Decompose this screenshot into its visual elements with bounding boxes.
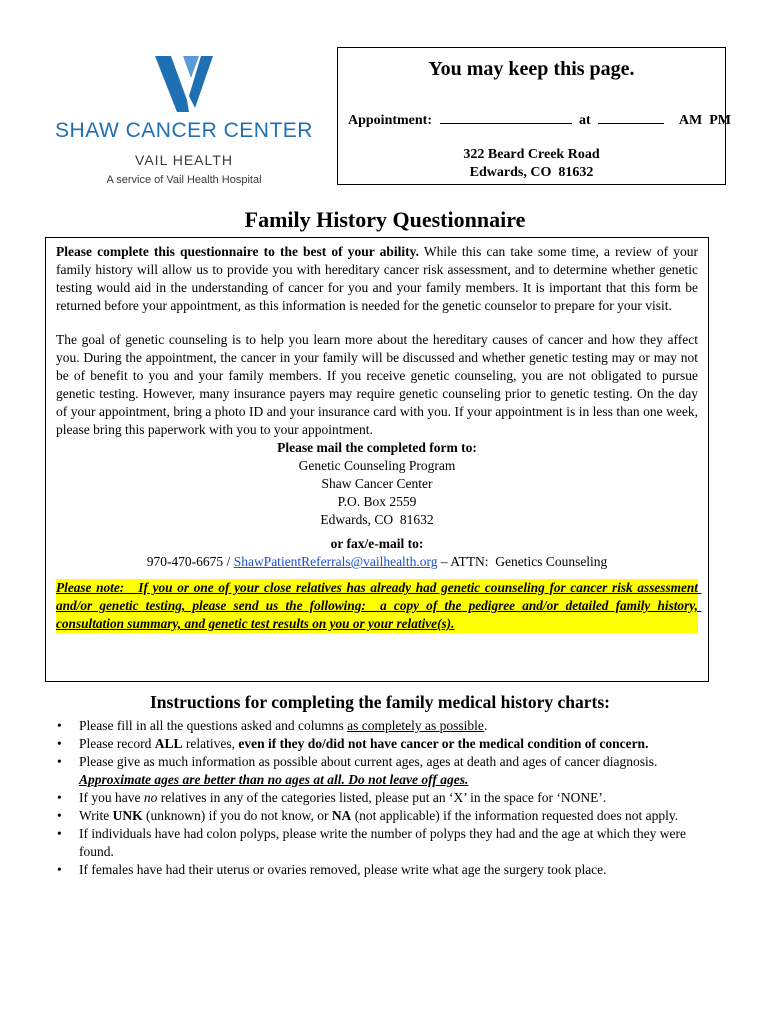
list-item: • If females have had their uterus or ovaries removed, please write what age the surgery took place. <box>57 861 707 879</box>
fax-heading: or fax/e-mail to: <box>330 536 424 551</box>
mail-line-2: Shaw Cancer Center <box>321 476 433 491</box>
logo-name: SHAW CANCER CENTER <box>55 119 313 142</box>
intro-lead: Please complete this questionnaire to the best of your ability. <box>56 244 419 259</box>
mail-line-1: Genetic Counseling Program <box>298 458 456 473</box>
page-title: Family History Questionnaire <box>244 207 526 232</box>
logo-tagline: A service of Vail Health Hospital <box>106 174 262 186</box>
mail-block <box>56 439 698 571</box>
address-block <box>338 146 725 182</box>
fax-line <box>56 553 698 571</box>
appointment-time-field[interactable] <box>598 111 664 124</box>
at-label: at <box>579 113 591 128</box>
address-line-2: Edwards, CO 81632 <box>469 165 594 180</box>
mail-heading: Please mail the completed form to: <box>277 440 477 455</box>
intro-text: While this can take some time, a review of your family history will allow us to provide you with hereditary cancer risk assessment, and to determine whether genetic testing would aid in the understanding of cancer for you and your family members. It is important that this form be returned before your appointment, as this information is needed for the genetic counselor to prepare for your visit. <box>56 244 698 313</box>
shaw-cancer-center-logo <box>55 56 315 191</box>
list-item: • Please fill in all the questions asked and columns as completely as possible. <box>57 717 707 735</box>
v-logo-icon <box>155 56 213 112</box>
list-item: • Please give as much information as possible about current ages, ages at death and ages of cancer diagnosis. Approximate ages are better than no ages at all. Do not leave off ages. <box>57 753 707 789</box>
address-line-1: 322 Beard Creek Road <box>463 147 600 162</box>
intro-box <box>45 237 709 682</box>
instructions-title: Instructions for completing the family medical history charts: <box>150 692 610 712</box>
intro-paragraph-2: The goal of genetic counseling is to help you learn more about the hereditary causes of cancer and how they affect you. During the appointment, the cancer in your family will be discussed and whether genetic testing may or may not be of benefit to you and your family members. If you receive genetic counseling, you are not obligated to pursue genetic testing. However, many insurance payers may require genetic counseling prior to genetic testing. On the day of your appointment, bring a photo ID and your insurance card with you. If your appointment is in less than one week, please bring this paperwork with you to your appointment. <box>56 332 698 437</box>
am-pm-label: AM PM <box>678 113 732 128</box>
appointment-label: Appointment: <box>348 113 433 128</box>
keep-page-box <box>337 47 732 185</box>
email-link[interactable]: ShawPatientReferrals@vailhealth.org <box>233 554 438 569</box>
appointment-date-field[interactable] <box>440 111 572 124</box>
attn-text: – ATTN: Genetics Counseling <box>437 554 608 569</box>
list-item: • Write UNK (unknown) if you do not know, or NA (not applicable) if the information requested does not apply. <box>57 807 707 825</box>
list-item: • Please record ALL relatives, even if they do/did not have cancer or the medical condition of concern. <box>57 735 707 753</box>
list-item: • If individuals have had colon polyps, please write the number of polyps they had and the age at which they were found. <box>57 825 707 861</box>
instructions-list <box>57 717 707 879</box>
mail-line-3: P.O. Box 2559 <box>337 494 417 509</box>
list-item: • If you have no relatives in any of the categories listed, please put an ‘X’ in the space for ‘NONE’. <box>57 789 707 807</box>
fax-number: 970-470-6675 / <box>146 554 234 569</box>
logo-subtitle: VAIL HEALTH <box>135 152 233 168</box>
appointment-line <box>348 111 731 129</box>
keep-title: You may keep this page. <box>428 58 635 80</box>
intro-paragraph-1 <box>56 243 698 315</box>
note-highlight: Please note: If you or one of your close relatives has already had genetic counseling for cancer risk assessment and/or genetic testing, please send us the following: a copy of the pedigree and/or detailed family history, consultation summary, and genetic test results on you or your relative(s). <box>56 580 702 631</box>
mail-line-4: Edwards, CO 81632 <box>320 512 434 527</box>
